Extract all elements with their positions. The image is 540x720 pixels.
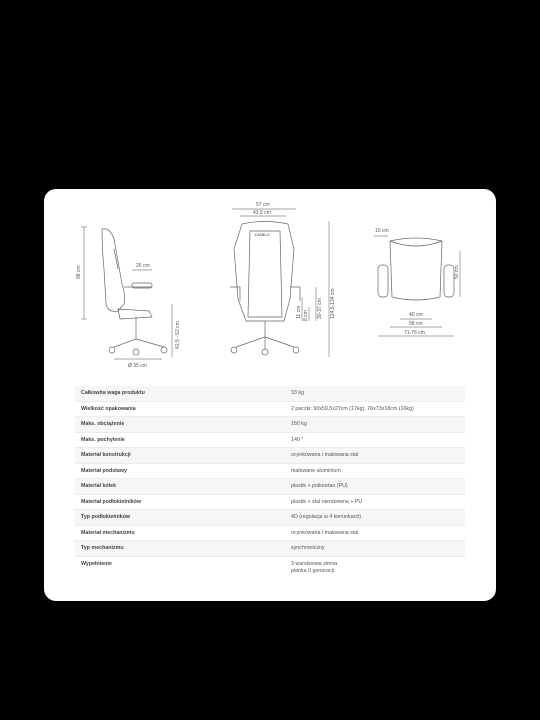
spec-row <box>75 479 465 495</box>
spec-key: Typ podłokietników <box>81 514 131 521</box>
front-total-height-label: 124,5-134 cm <box>330 288 336 319</box>
spec-value <box>291 468 465 474</box>
spec-row <box>75 417 465 433</box>
spec-row <box>75 541 465 557</box>
front-inner-width-label: 43,5 cm <box>253 210 271 216</box>
spec-key: Materiał kółek <box>81 483 117 490</box>
spec-key: Materiał podłokietników <box>81 498 142 505</box>
top-span-label: 71-76 cm <box>404 330 425 336</box>
front-width-label: 57 cm <box>256 202 270 208</box>
spec-value <box>291 499 465 505</box>
spec-value <box>291 530 465 536</box>
spec-value <box>291 545 465 551</box>
side-armrest-label: 26 cm <box>136 263 150 269</box>
top-seat-label: 40 cm <box>409 312 423 318</box>
spec-value <box>291 452 465 458</box>
spec-key: Wielkość opakowania <box>81 405 136 412</box>
spec-key: Materiał podstawy <box>81 467 127 474</box>
spec-value-line: plastik + stal nierdzewna + PU <box>291 498 363 505</box>
side-base-label: Ø 35 cm <box>128 363 147 369</box>
spec-value <box>291 390 465 396</box>
dimension-drawings <box>44 189 496 384</box>
side-seat-height-label: 42,5 - 52 cm <box>175 321 181 349</box>
spec-value-line: 2 paczki: 90x59,5x27cm (17kg), 76x73x18cm (16kg) <box>291 405 414 412</box>
spec-value <box>291 437 465 443</box>
spec-value <box>291 483 465 489</box>
spec-value-line: 33 kg <box>291 390 304 397</box>
top-arm-label: 10 cm <box>375 228 389 234</box>
spec-key: Maks. obciążenie <box>81 421 125 428</box>
front-view-drawing <box>230 202 336 357</box>
spec-row <box>75 526 465 542</box>
spec-row <box>75 557 465 583</box>
spec-value-line: plastik + poliuretan (PU) <box>291 483 348 490</box>
spec-value-line: ocynkowana i malowana stal <box>291 452 359 459</box>
spec-row <box>75 448 465 464</box>
spec-key: Całkowita waga produktu <box>81 390 145 397</box>
side-height-label: 88 cm <box>76 265 82 279</box>
spec-row <box>75 464 465 480</box>
spec-value <box>291 406 465 412</box>
spec-row <box>75 495 465 511</box>
spec-value-line: 150 kg <box>291 421 307 428</box>
side-view-drawing <box>76 227 181 369</box>
spec-key: Typ mechanizmu <box>81 545 124 552</box>
spec-row <box>75 386 465 402</box>
spec-value-line: 3 warstwowa zimna <box>291 560 338 567</box>
top-width-label: 58 cm <box>409 321 423 327</box>
spec-value-line: malowane aluminium <box>291 467 341 474</box>
spec-row <box>75 402 465 418</box>
spec-key: Materiał konstrukcji <box>81 452 131 459</box>
front-dim-a-label: 11 cm <box>296 305 302 319</box>
spec-value-line: pianka II generacji <box>291 567 334 574</box>
spec-row <box>75 433 465 449</box>
spec-value-line: ocynkowana i malowana stal <box>291 529 359 536</box>
spec-value <box>291 421 465 427</box>
spec-value-line: synchroniczny <box>291 545 325 552</box>
top-depth-label: 50 cm <box>454 265 460 279</box>
spec-card <box>44 189 496 601</box>
top-view-drawing <box>374 228 460 336</box>
spec-value-line: 140 ° <box>291 436 304 443</box>
spec-table <box>75 386 465 583</box>
spec-value <box>291 514 465 520</box>
spec-key: Maks. pochylenie <box>81 436 125 443</box>
spec-value <box>291 561 465 575</box>
spec-key: Materiał mechanizmu <box>81 529 135 536</box>
front-dim-c-label: 30-37 cm <box>317 298 323 319</box>
front-dim-b-label: 8 cm <box>303 310 309 321</box>
spec-row <box>75 510 465 526</box>
front-brand-logo: DIABLO <box>255 232 270 237</box>
spec-value-line: 4D (regulacja w 4 kierunkach) <box>291 514 362 521</box>
spec-key: Wypełnienie <box>81 560 112 567</box>
